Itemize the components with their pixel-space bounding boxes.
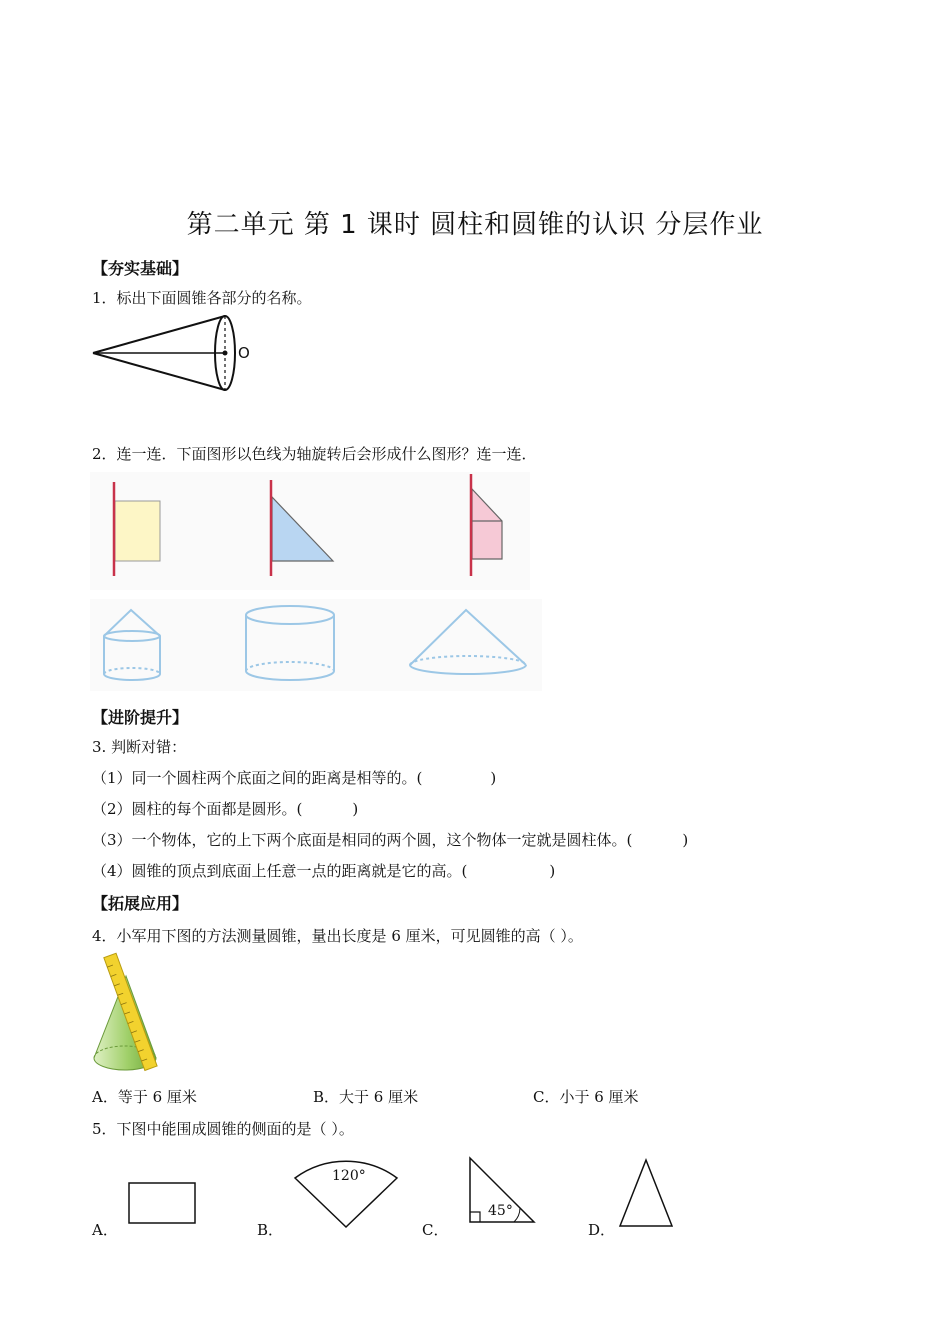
q5-sector-shape (293, 1153, 399, 1231)
q4-option-c[interactable]: C．小于 6 厘米 (533, 1088, 639, 1106)
question-5-text: 5．下图中能围成圆锥的侧面的是（ ）。 (92, 1120, 354, 1138)
section-advanced: 【进阶提升】 (92, 708, 189, 727)
q5-rectangle-shape (128, 1182, 196, 1224)
question-2-text: 2．连一连．下面图形以色线为轴旋转后会形成什么图形？连一连． (92, 445, 537, 463)
section-basic: 【夯实基础】 (92, 259, 189, 278)
question-4-text: 4．小军用下图的方法测量圆锥，量出长度是 6 厘米，可见圆锥的高（ ）。 (92, 927, 583, 945)
q5-option-a-label[interactable]: A． (92, 1221, 118, 1239)
q2-solid-shapes (90, 599, 542, 691)
sector-angle-label: 120° (332, 1168, 366, 1184)
q5-isosceles-triangle-shape (618, 1158, 674, 1228)
judge-item-1-text: （1）同一个圆柱两个底面之间的距离是相等的。( (92, 769, 423, 787)
q5-option-c-label[interactable]: C． (422, 1221, 449, 1239)
q5-option-d-label[interactable]: D． (588, 1221, 616, 1239)
triangle-angle-label: 45° (488, 1203, 513, 1219)
judge-item-2-text: （2）圆柱的每个面都是圆形。( (92, 800, 303, 818)
q4-option-a[interactable]: A．等于 6 厘米 (92, 1088, 197, 1106)
question-3-text: 3. 判断对错： (92, 738, 187, 756)
judge-item-4-text: （4）圆锥的顶点到底面上任意一点的距离就是它的高。( (92, 862, 468, 880)
judge-item-1-close: ) (490, 769, 497, 787)
q2-plane-shapes (90, 472, 530, 590)
judge-item-4-close: ) (549, 862, 556, 880)
judge-item-3-text: （3）一个物体，它的上下两个底面是相同的两个圆，这个物体一定就是圆柱体。( (92, 831, 633, 849)
q4-option-b[interactable]: B．大于 6 厘米 (313, 1088, 419, 1106)
judge-item-3 (92, 829, 688, 850)
judge-item-3-close: ) (682, 831, 689, 849)
q5-option-b-label[interactable]: B． (257, 1221, 284, 1239)
q4-ruler-cone-figure (90, 952, 170, 1074)
page-title: 第二单元 第 1 课时 圆柱和圆锥的认识 分层作业 (186, 210, 764, 240)
judge-item-2 (92, 798, 358, 819)
question-1-text: 1．标出下面圆锥各部分的名称。 (92, 289, 312, 307)
section-extend: 【拓展应用】 (92, 894, 189, 913)
judge-item-1 (92, 767, 496, 788)
judge-item-2-close: ) (352, 800, 359, 818)
cone-center-label: O (238, 344, 250, 362)
q1-cone-figure (90, 312, 260, 392)
judge-item-4 (92, 860, 555, 881)
yellow-rectangle (115, 501, 160, 561)
